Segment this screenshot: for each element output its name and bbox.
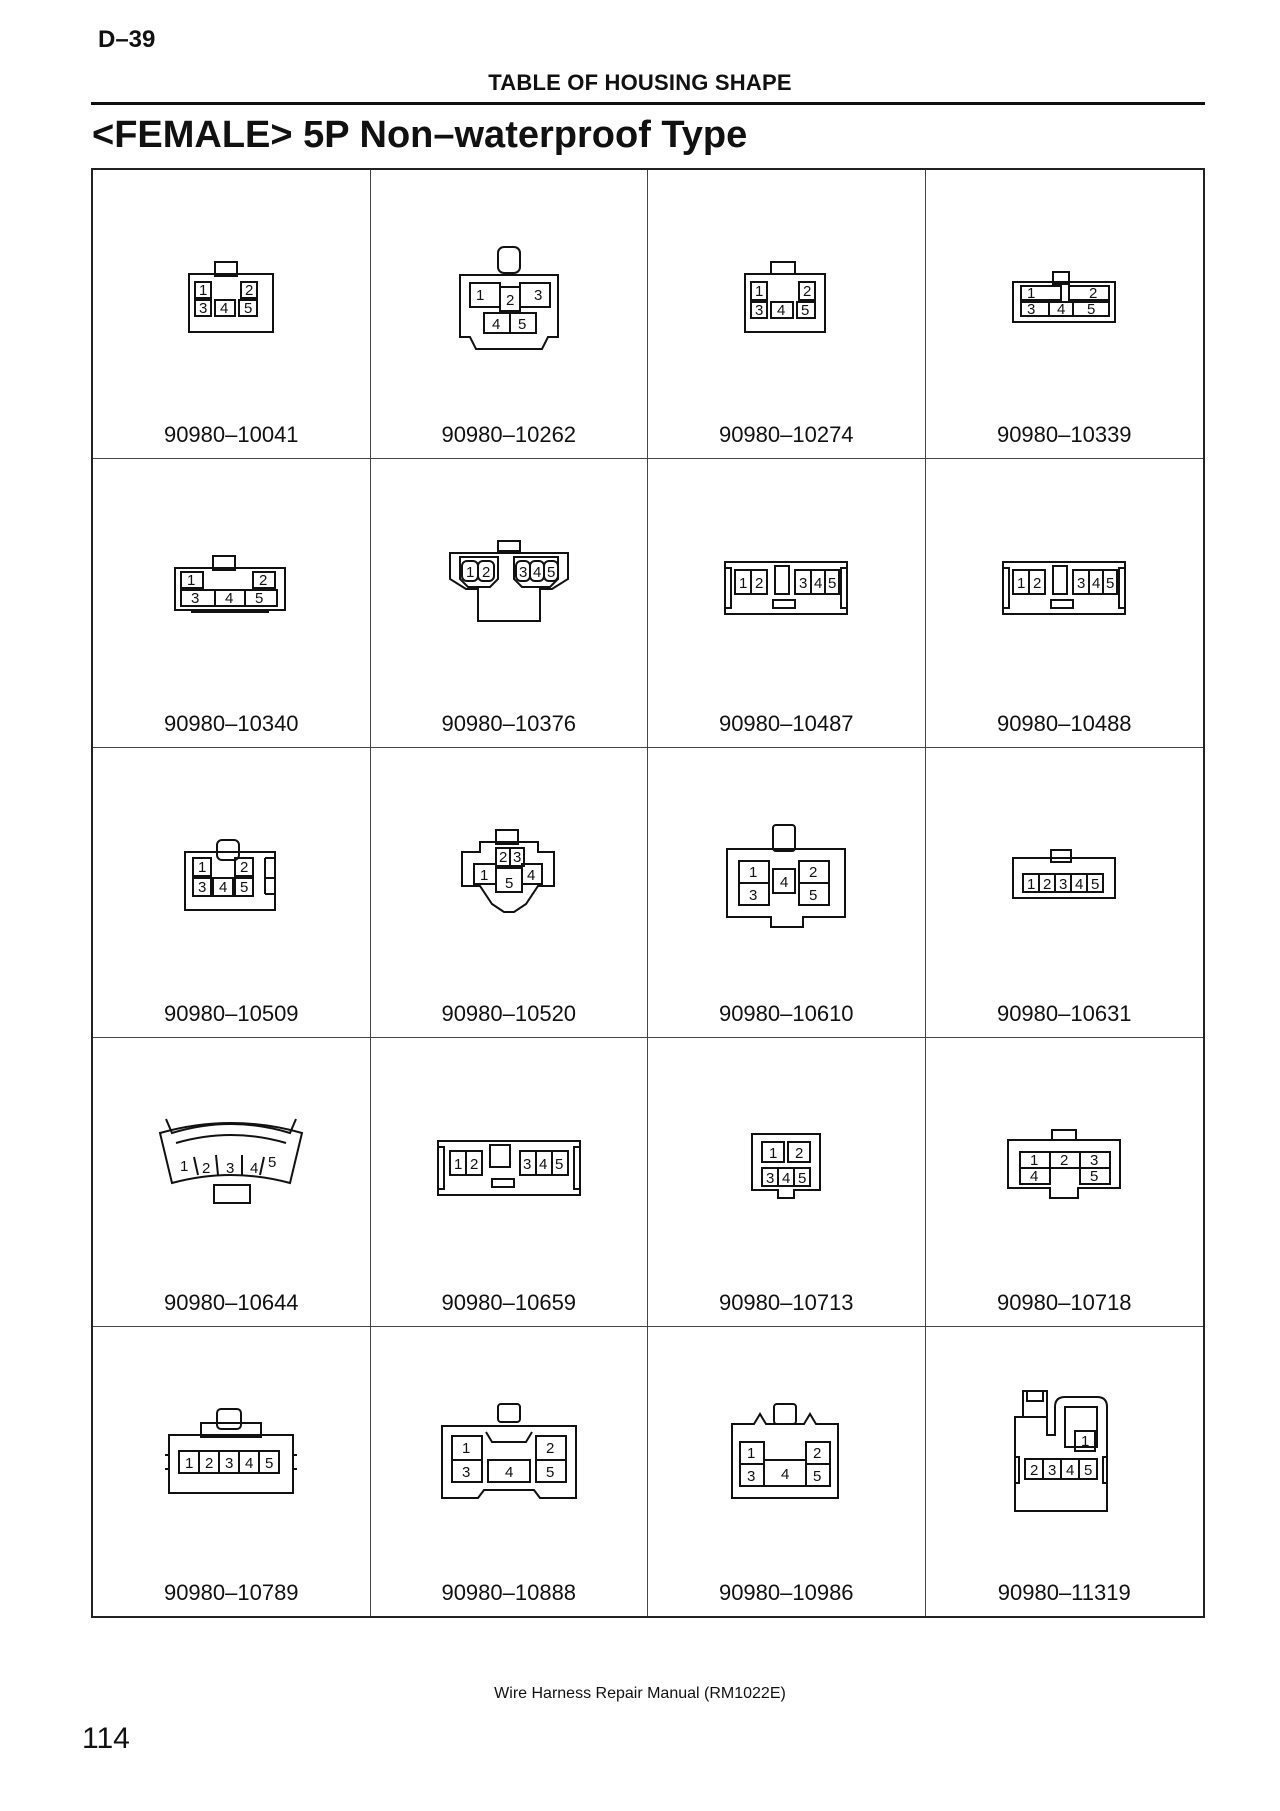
svg-text:5: 5	[554, 1155, 564, 1173]
svg-text:1: 1	[1017, 575, 1026, 593]
section-title: TABLE OF HOUSING SHAPE	[488, 70, 792, 95]
connector-cell	[93, 170, 371, 459]
connector-5p-icon	[648, 519, 925, 659]
part-number: 90980–10274	[718, 422, 854, 448]
svg-text:1: 1	[1027, 285, 1036, 302]
svg-text:5: 5	[1106, 575, 1115, 593]
svg-text:4: 4	[526, 867, 536, 885]
svg-text:3: 3	[225, 1454, 234, 1472]
svg-text:5: 5	[828, 575, 837, 593]
connector-cell	[648, 748, 926, 1037]
connector-5p-icon	[926, 1387, 1204, 1527]
svg-text:3: 3	[1059, 876, 1068, 894]
svg-text:4: 4	[491, 316, 501, 333]
connector-5p-icon	[93, 1387, 370, 1527]
part-number: 90980–10659	[441, 1289, 577, 1315]
svg-text:1: 1	[755, 283, 764, 300]
page-code: D–39	[98, 26, 156, 53]
svg-text:5: 5	[504, 875, 514, 893]
page-number: 114	[82, 1722, 130, 1755]
svg-text:1: 1	[465, 564, 475, 582]
svg-text:5: 5	[1084, 1461, 1093, 1479]
svg-text:2: 2	[245, 282, 254, 299]
svg-text:3: 3	[1090, 1151, 1099, 1169]
svg-text:5: 5	[809, 887, 818, 905]
connector-cell	[926, 459, 1204, 748]
svg-text:1: 1	[1081, 1432, 1090, 1450]
svg-text:2: 2	[1033, 575, 1042, 593]
svg-text:2: 2	[545, 1439, 555, 1457]
connector-cell	[371, 1038, 649, 1327]
svg-text:3: 3	[191, 590, 200, 608]
svg-text:1: 1	[198, 859, 207, 877]
svg-text:4: 4	[1066, 1461, 1075, 1479]
connector-5p-icon	[371, 808, 648, 948]
svg-text:2: 2	[505, 292, 515, 309]
svg-text:5: 5	[801, 302, 810, 319]
connector-5p-icon	[371, 519, 648, 659]
svg-text:1: 1	[749, 864, 758, 882]
connector-5p-icon	[926, 808, 1204, 948]
svg-text:5: 5	[255, 590, 264, 608]
svg-text:3: 3	[533, 287, 543, 304]
svg-text:5: 5	[813, 1467, 822, 1485]
svg-text:2: 2	[481, 564, 491, 582]
connector-cell	[648, 170, 926, 459]
connector-5p-icon	[371, 230, 648, 370]
part-number: 90980–10631	[996, 1000, 1132, 1026]
page-title: <FEMALE> 5P Non–waterproof Type	[92, 114, 748, 156]
connector-5p-icon	[93, 1098, 370, 1238]
svg-text:4: 4	[219, 879, 228, 897]
part-number: 90980–10262	[441, 422, 577, 448]
svg-text:4: 4	[225, 590, 234, 608]
part-number: 90980–10718	[996, 1289, 1132, 1315]
part-number: 90980–10340	[163, 711, 299, 737]
svg-text:1: 1	[453, 1155, 463, 1173]
connector-5p-icon	[926, 519, 1204, 659]
svg-text:1: 1	[199, 282, 208, 299]
svg-text:3: 3	[766, 1169, 775, 1187]
connector-cell	[648, 1327, 926, 1616]
header-rule	[91, 102, 1205, 105]
svg-text:1: 1	[1027, 876, 1036, 894]
connector-cell	[371, 748, 649, 1037]
svg-text:5: 5	[1091, 876, 1100, 894]
connector-5p-icon	[93, 230, 370, 370]
svg-text:4: 4	[245, 1454, 254, 1472]
part-number: 90980–10610	[718, 1000, 854, 1026]
connector-cell	[648, 459, 926, 748]
svg-text:1: 1	[185, 1454, 194, 1472]
svg-text:5: 5	[1090, 1167, 1099, 1185]
connector-5p-icon	[926, 230, 1204, 370]
svg-text:4: 4	[250, 1159, 259, 1177]
connector-cell	[926, 1038, 1204, 1327]
svg-text:3: 3	[461, 1463, 471, 1481]
svg-text:3: 3	[749, 887, 758, 905]
svg-text:2: 2	[240, 859, 249, 877]
part-number: 90980–11319	[997, 1580, 1131, 1605]
svg-text:3: 3	[226, 1159, 235, 1177]
part-number: 90980–10488	[996, 711, 1132, 737]
svg-text:5: 5	[1087, 301, 1096, 318]
svg-text:4: 4	[1092, 575, 1101, 593]
svg-text:5: 5	[517, 316, 527, 333]
svg-text:3: 3	[512, 849, 522, 867]
connector-5p-icon	[93, 808, 370, 948]
svg-text:3: 3	[755, 302, 764, 319]
svg-text:4: 4	[532, 564, 542, 582]
svg-text:2: 2	[498, 849, 508, 867]
connector-cell	[371, 459, 649, 748]
connector-5p-icon	[371, 1098, 648, 1238]
part-number: 90980–10376	[441, 711, 577, 737]
svg-text:3: 3	[747, 1467, 756, 1485]
svg-text:4: 4	[1057, 301, 1066, 318]
svg-text:3: 3	[799, 575, 808, 593]
connector-cell	[648, 1038, 926, 1327]
svg-text:2: 2	[1030, 1461, 1039, 1479]
svg-text:2: 2	[809, 864, 818, 882]
svg-text:5: 5	[244, 300, 253, 317]
svg-text:5: 5	[546, 564, 556, 582]
connector-cell	[93, 459, 371, 748]
svg-text:4: 4	[781, 1465, 790, 1483]
svg-text:2: 2	[259, 572, 268, 590]
manual-footer: Wire Harness Repair Manual (RM1022E)	[494, 1685, 786, 1702]
connector-cell	[371, 170, 649, 459]
connector-cell	[926, 1327, 1204, 1616]
connector-cell	[926, 170, 1204, 459]
connector-cell	[93, 1327, 371, 1616]
svg-text:2: 2	[202, 1159, 211, 1177]
part-number: 90980–10487	[718, 711, 854, 737]
svg-text:4: 4	[1075, 876, 1084, 894]
svg-text:5: 5	[268, 1153, 277, 1171]
connector-cell	[926, 748, 1204, 1037]
svg-text:4: 4	[220, 300, 229, 317]
svg-text:2: 2	[1043, 876, 1052, 894]
svg-text:1: 1	[1030, 1151, 1039, 1169]
svg-text:1: 1	[187, 572, 196, 590]
svg-text:4: 4	[1030, 1167, 1039, 1185]
svg-text:2: 2	[469, 1155, 479, 1173]
svg-text:5: 5	[240, 879, 249, 897]
part-number: 90980–10644	[163, 1289, 299, 1315]
connector-cell	[93, 1038, 371, 1327]
part-number: 90980–10888	[441, 1580, 577, 1605]
part-number: 90980–10986	[718, 1580, 854, 1605]
connector-5p-icon	[926, 1098, 1204, 1238]
part-number: 90980–10520	[441, 1000, 577, 1026]
svg-text:1: 1	[769, 1144, 778, 1162]
part-number: 90980–10789	[163, 1580, 299, 1605]
part-number: 90980–10509	[163, 1000, 299, 1026]
svg-text:3: 3	[199, 300, 208, 317]
svg-text:3: 3	[198, 879, 207, 897]
svg-text:3: 3	[1048, 1461, 1057, 1479]
connector-5p-icon	[648, 1387, 925, 1527]
connector-5p-icon	[371, 1387, 648, 1527]
housing-shape-table	[91, 168, 1205, 1618]
part-number: 90980–10713	[718, 1289, 854, 1315]
svg-text:2: 2	[795, 1144, 804, 1162]
connector-5p-icon	[648, 230, 925, 370]
svg-text:3: 3	[1077, 575, 1086, 593]
svg-text:4: 4	[782, 1169, 791, 1187]
connector-5p-icon	[648, 1098, 925, 1238]
part-number: 90980–10041	[163, 422, 299, 448]
svg-text:3: 3	[518, 564, 528, 582]
svg-text:1: 1	[461, 1439, 471, 1457]
svg-text:2: 2	[755, 575, 764, 593]
svg-text:1: 1	[180, 1157, 189, 1175]
part-number: 90980–10339	[996, 422, 1132, 448]
svg-text:5: 5	[265, 1454, 274, 1472]
connector-cell	[93, 748, 371, 1037]
svg-text:2: 2	[1089, 285, 1098, 302]
svg-text:2: 2	[1060, 1151, 1069, 1169]
svg-text:5: 5	[545, 1463, 555, 1481]
svg-text:1: 1	[739, 575, 748, 593]
connector-5p-icon	[648, 808, 925, 948]
svg-text:2: 2	[813, 1444, 822, 1462]
svg-text:2: 2	[803, 283, 812, 300]
svg-text:1: 1	[475, 287, 485, 304]
svg-text:4: 4	[814, 575, 823, 593]
svg-text:1: 1	[747, 1444, 756, 1462]
svg-text:3: 3	[522, 1155, 532, 1173]
svg-text:1: 1	[479, 867, 489, 885]
svg-text:4: 4	[538, 1155, 548, 1173]
connector-5p-icon	[93, 519, 370, 659]
svg-text:2: 2	[205, 1454, 214, 1472]
connector-cell	[371, 1327, 649, 1616]
svg-text:4: 4	[504, 1463, 514, 1481]
svg-text:4: 4	[780, 874, 789, 892]
svg-text:4: 4	[777, 302, 786, 319]
svg-text:5: 5	[798, 1169, 807, 1187]
svg-text:3: 3	[1027, 301, 1036, 318]
